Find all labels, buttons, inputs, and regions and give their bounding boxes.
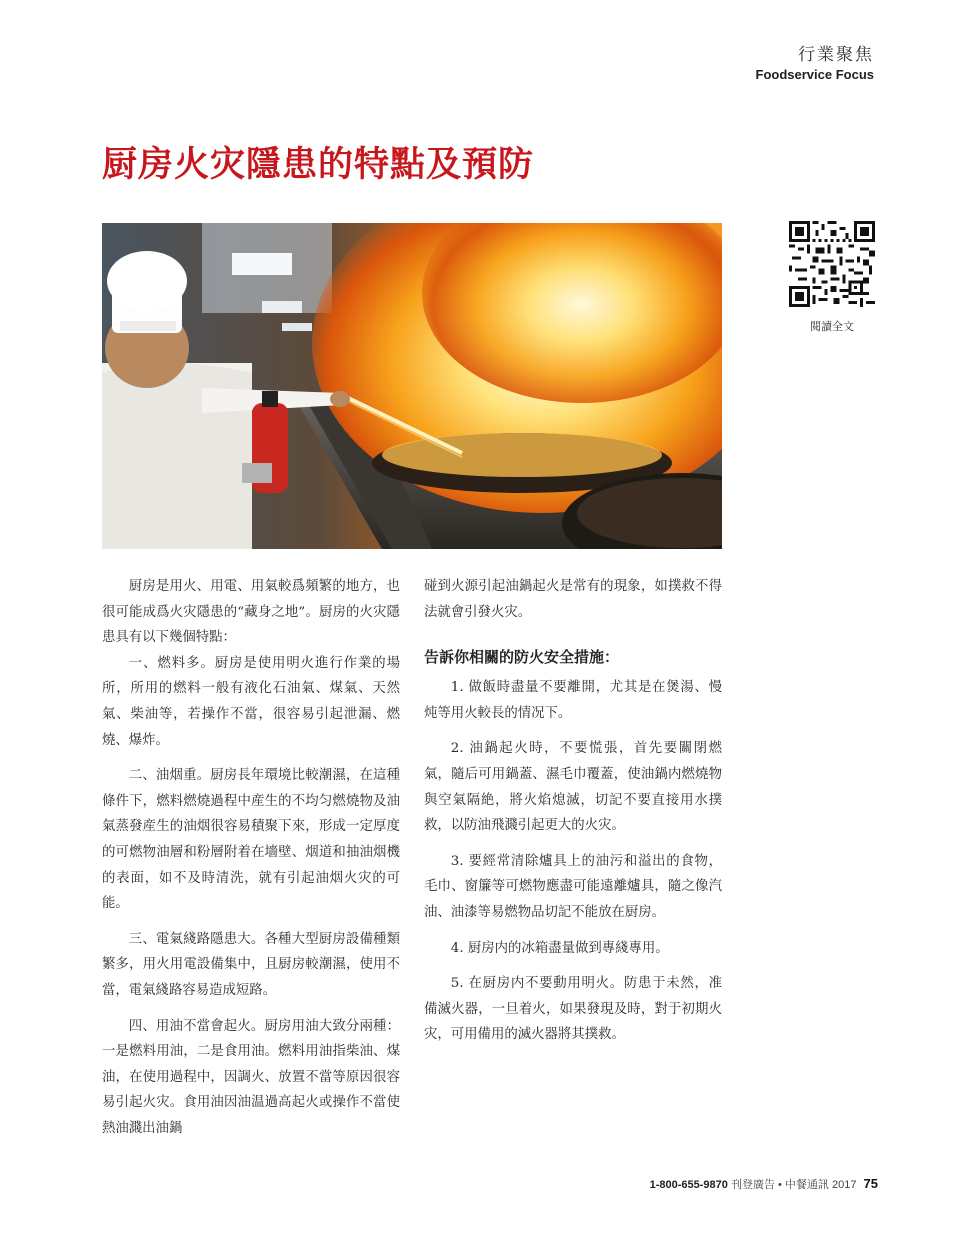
point-oil-smoke-paragraph: 二、油烟重。厨房長年環境比較潮濕，在這種條件下，燃料燃燒過程中産生的不均匀燃燒物及油氣蒸發産生的油烟很容易積聚下來，形成一定厚度的可燃物油層和粉層附着在墻壁、烟道和抽油烟機的表面，如不及時清洗，就有引起油烟火灾的可能。: [102, 768, 400, 912]
point-oil-use-paragraph: 四、用油不當會起火。厨房用油大致分兩種：一是燃料用油，二是食用油。燃料用油指柴油、煤油，在使用過程中，因調火、放置不當等原因很容易引起火灾。食用油因油温過高起火或操作不當使熱油濺出油鍋: [102, 1018, 400, 1136]
page-number: 75: [863, 1176, 878, 1191]
qr-code-icon[interactable]: [789, 221, 875, 307]
section-name-english: Foodservice Focus: [755, 67, 874, 82]
section-name-chinese: 行業聚焦: [798, 45, 874, 65]
point-fuel-paragraph: 一、燃料多。厨房是使用明火進行作業的場所，所用的燃料一般有液化石油氣、煤氣、天然氣、柴油等，若操作不當，很容易引起泄漏、燃燒、爆炸。: [102, 655, 400, 748]
footer-publication: 刊登廣告 • 中餐通訊 2017: [730, 1179, 857, 1191]
article-title: 厨房火灾隱患的特點及預防: [102, 144, 535, 185]
intro-paragraph: 厨房是用火、用電、用氣較爲頻繁的地方，也很可能成爲火灾隱患的“藏身之地”。厨房的火灾隱患具有以下幾個特點：: [102, 579, 400, 646]
measures-heading: 告訴你相關的防火安全措施：: [424, 648, 620, 667]
page-footer: [650, 1176, 878, 1192]
measure-item: 2. 油鍋起火時，不要慌張，首先要關閉燃氣，隨后可用鍋蓋、濕毛巾覆蓋，使油鍋内燃燒物與空氣隔絶，將火焰熄滅，切記不要直接用水撲救，以防油飛濺引起更大的火灾。: [424, 741, 722, 834]
article-column-right: [424, 574, 722, 1048]
measure-item: 3. 要經常清除爐具上的油污和溢出的食物，毛巾、窗簾等可燃物應盡可能遠離爐具，隨之像汽油、油漆等易燃物品切記不能放在厨房。: [424, 853, 722, 920]
article-column-left: [102, 574, 400, 1141]
section-tag: [756, 44, 874, 84]
measure-item: 4. 厨房内的冰箱盡量做到專綫專用。: [450, 940, 669, 956]
continued-paragraph: 碰到火源引起油鍋起火是常有的現象，如撲救不得法就會引發火灾。: [424, 579, 722, 620]
measure-item: 1. 做飯時盡量不要離開，尤其是在煲湯、慢炖等用火較長的情况下。: [424, 680, 722, 721]
point-wiring-paragraph: 三、電氣綫路隱患大。各種大型厨房設備種類繁多，用火用電設備集中，且厨房較潮濕，使用不當，電氣綫路容易造成短路。: [102, 931, 400, 998]
measure-item: 5. 在厨房内不要動用明火。防患于未然，准備滅火器，一旦着火，如果發現及時，對于初期火灾，可用備用的滅火器將其撲救。: [424, 976, 722, 1043]
qr-caption: 閱讀全文: [810, 320, 854, 333]
footer-phone: 1-800-655-9870: [649, 1179, 728, 1191]
chef-fire-photo: [102, 223, 722, 549]
